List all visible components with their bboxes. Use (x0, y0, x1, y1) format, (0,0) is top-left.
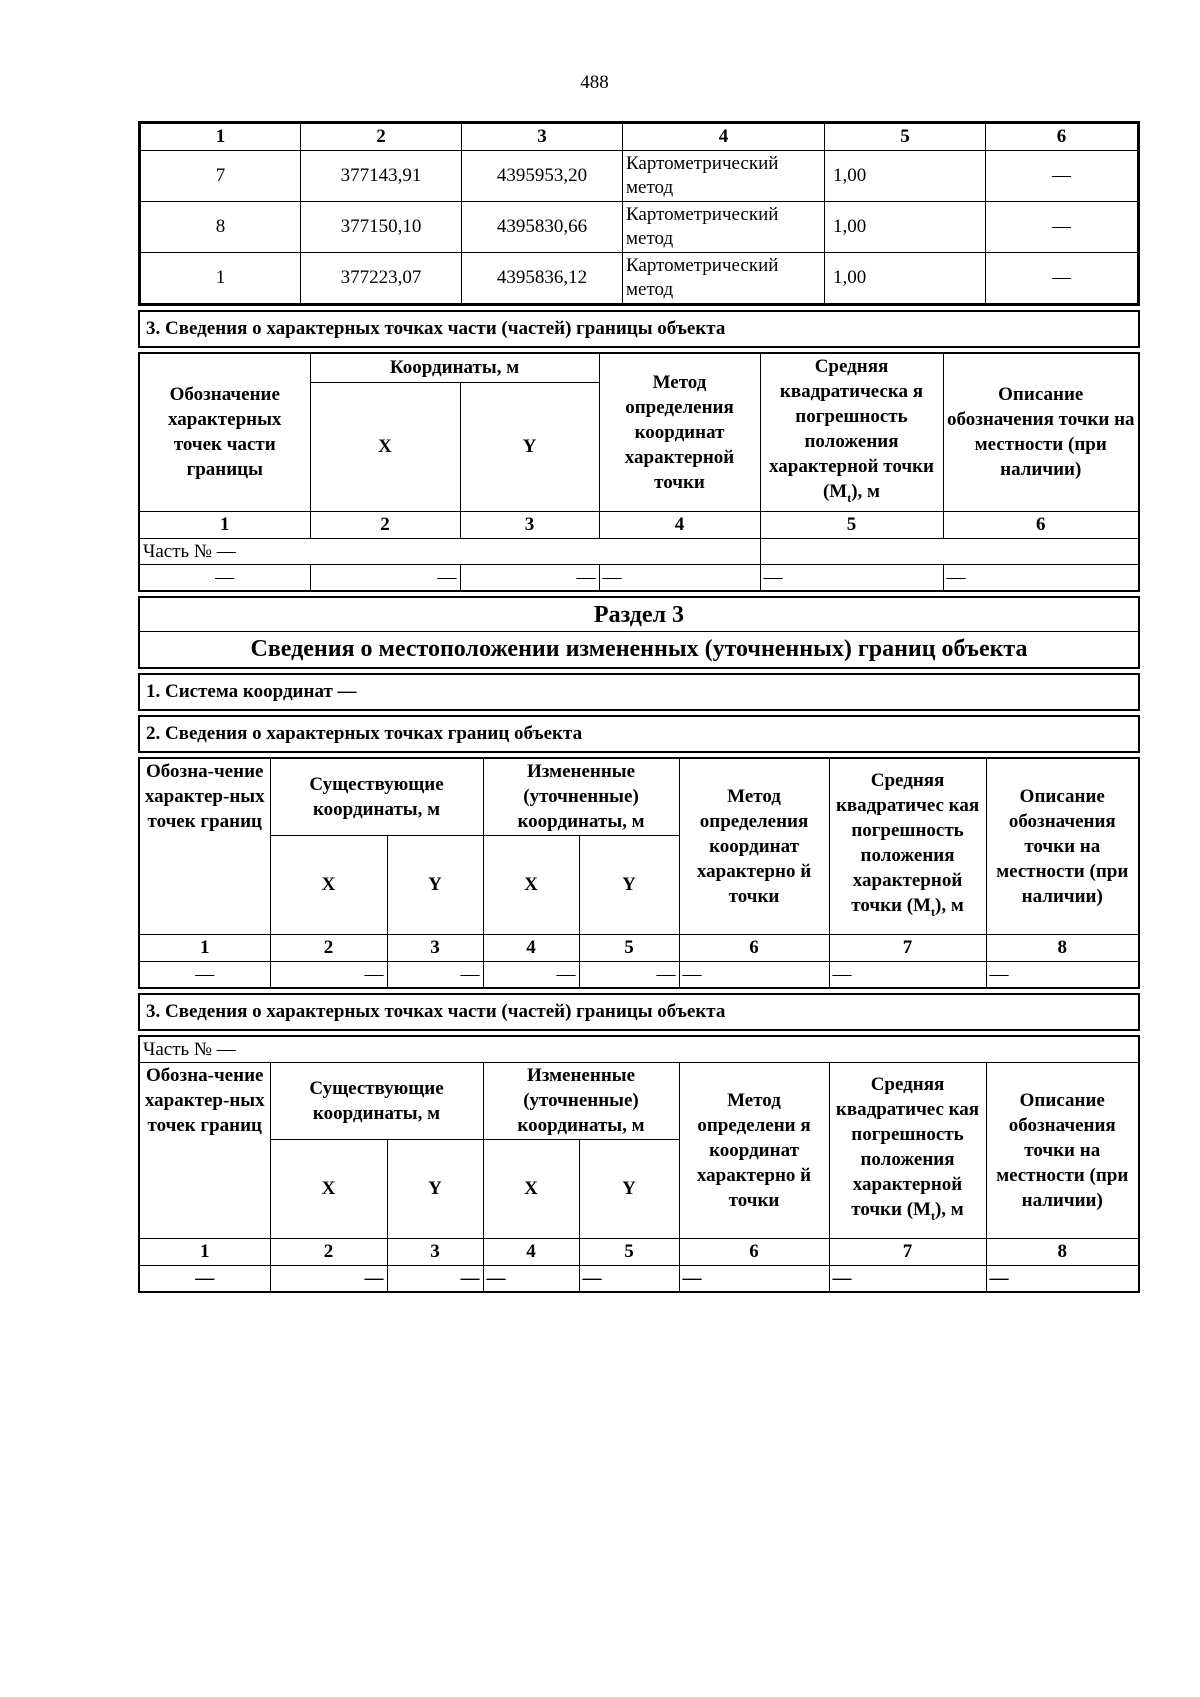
col-num: 4 (623, 124, 825, 151)
col-num: 4 (599, 511, 760, 538)
header-y: Y (579, 1139, 679, 1238)
col-num: 6 (679, 934, 829, 961)
header-accuracy-end: ), м (851, 481, 881, 502)
dash-cell: — (140, 564, 310, 590)
header-x: X (483, 1139, 579, 1238)
part-boundary-points-table (140, 1037, 1138, 1291)
header-existing: Существующие координаты, м (270, 1062, 483, 1139)
header-accuracy-end: ), м (934, 1198, 964, 1220)
header-accuracy (829, 1062, 986, 1238)
point-number: 7 (141, 151, 301, 202)
column-numbers-row (140, 511, 1138, 538)
dash-cell: — (270, 961, 387, 987)
col-num: 5 (579, 934, 679, 961)
header-y: Y (387, 1139, 483, 1238)
col-num: 4 (483, 934, 579, 961)
boundary-points-table (140, 759, 1138, 987)
header-accuracy-sub: t (931, 904, 935, 919)
header-method: Метод определени я координат характерно й точки (679, 1062, 829, 1238)
document-body (138, 121, 1140, 1293)
dash-cell: — (387, 961, 483, 987)
dash-cell: — (140, 961, 270, 987)
header-y: Y (579, 835, 679, 934)
col-num: 3 (387, 934, 483, 961)
razdel-subtitle: Сведения о местоположении измененных (уточненных) границ объекта (250, 635, 1028, 662)
header-accuracy-end: ), м (935, 894, 964, 916)
coord-y: 4395830,66 (462, 202, 623, 253)
header-description: Описание обозначения точки на местности (при наличии) (986, 1062, 1138, 1238)
boundary-points-table-frame (138, 757, 1140, 989)
description: — (986, 151, 1138, 202)
header-x: X (270, 835, 387, 934)
dash-cell: — (679, 1265, 829, 1291)
dash-cell: — (679, 961, 829, 987)
column-numbers-row (141, 124, 1138, 151)
razdel-title: Раздел 3 (140, 598, 1138, 632)
dash-cell: — (460, 564, 599, 590)
header-accuracy-text: Средняя квадратичес кая погрешность положения характерной точки (M (835, 769, 980, 916)
col-num: 5 (760, 511, 943, 538)
col-num: 2 (310, 511, 460, 538)
dash-cell: — (579, 961, 679, 987)
header-description: Описание обозначения точки на местности (при наличии) (986, 759, 1138, 935)
header-accuracy-sub: t (847, 490, 852, 505)
page-number: 488 (580, 72, 609, 93)
header-designation: Обозна-чение характер-ных точек границ (140, 1062, 270, 1238)
col-num: 1 (140, 1238, 270, 1265)
dash-cell: — (387, 1265, 483, 1291)
point-number: 1 (141, 253, 301, 304)
dash-cell: — (310, 564, 460, 590)
part-boundary-points-table-frame (138, 1035, 1140, 1293)
header-x: X (310, 382, 460, 511)
col-num: 5 (579, 1238, 679, 1265)
col-num: 7 (829, 934, 986, 961)
dash-cell: — (140, 1265, 270, 1291)
top-points-table (140, 123, 1138, 304)
part-label-empty (760, 538, 1138, 564)
header-accuracy-text: Средняя квадратическа я погрешность положения характерной точки (M (769, 356, 934, 502)
header-accuracy (760, 354, 943, 511)
header-description: Описание обозначения точки на местности (при наличии) (943, 354, 1138, 511)
col-num: 2 (270, 1238, 387, 1265)
col-num: 1 (140, 934, 270, 961)
accuracy: 1,00 (825, 253, 986, 304)
method: Картометрический метод (623, 202, 825, 253)
header-accuracy-text: Средняя квадратичес кая погрешность положения характерной точки (M (835, 1073, 980, 1220)
dash-cell: — (829, 961, 986, 987)
section-title: 3. Сведения о характерных точках части (частей) границы объекта (138, 993, 1140, 1031)
part-label: Часть № — (140, 538, 760, 564)
col-num: 6 (943, 511, 1138, 538)
dash-cell: — (579, 1265, 679, 1291)
coord-x: 377143,91 (301, 151, 462, 202)
header-method: Метод определения координат характерной точки (599, 354, 760, 511)
header-accuracy-sub: t (930, 1208, 935, 1223)
table-row (141, 151, 1138, 202)
col-num: 2 (301, 124, 462, 151)
col-num: 5 (825, 124, 986, 151)
coord-system: 1. Система координат — (138, 673, 1140, 711)
col-num: 6 (986, 124, 1138, 151)
header-existing: Существующие координаты, м (270, 759, 483, 836)
col-num: 6 (679, 1238, 829, 1265)
section-title: 3. Сведения о характерных точках части (частей) границы объекта (138, 310, 1140, 348)
table-row (141, 253, 1138, 304)
dash-cell: — (943, 564, 1138, 590)
table-row (141, 202, 1138, 253)
coord-y: 4395953,20 (462, 151, 623, 202)
dash-cell: — (986, 1265, 1138, 1291)
header-changed: Измененные (уточненные) координаты, м (483, 759, 679, 836)
dash-cell: — (270, 1265, 387, 1291)
coord-y: 4395836,12 (462, 253, 623, 304)
section-title: 2. Сведения о характерных точках границ объекта (138, 715, 1140, 753)
header-changed: Измененные (уточненные) координаты, м (483, 1062, 679, 1139)
col-num: 1 (140, 511, 310, 538)
header-coords: Координаты, м (310, 354, 599, 382)
col-num: 4 (483, 1238, 579, 1265)
header-designation: Обозна-чение характер-ных точек границ (140, 759, 270, 935)
header-accuracy (829, 759, 986, 935)
col-num: 8 (986, 934, 1138, 961)
dash-cell: — (986, 961, 1138, 987)
description: — (986, 253, 1138, 304)
column-numbers-row (140, 934, 1138, 961)
coord-x: 377150,10 (301, 202, 462, 253)
dash-cell: — (829, 1265, 986, 1291)
accuracy: 1,00 (825, 151, 986, 202)
header-x: X (483, 835, 579, 934)
col-num: 3 (387, 1238, 483, 1265)
col-num: 3 (460, 511, 599, 538)
accuracy: 1,00 (825, 202, 986, 253)
header-y: Y (387, 835, 483, 934)
method: Картометрический метод (623, 253, 825, 304)
top-table-frame (138, 121, 1140, 306)
header-method: Метод определения координат характерно й точки (679, 759, 829, 935)
col-num: 7 (829, 1238, 986, 1265)
column-numbers-row (140, 1238, 1138, 1265)
dash-cell: — (483, 1265, 579, 1291)
col-num: 3 (462, 124, 623, 151)
header-designation: Обозначение характерных точек части границы (140, 354, 310, 511)
description: — (986, 202, 1138, 253)
col-num: 8 (986, 1238, 1138, 1265)
razdel-header (138, 596, 1140, 669)
col-num: 1 (141, 124, 301, 151)
col-num: 2 (270, 934, 387, 961)
dash-cell: — (760, 564, 943, 590)
dash-cell: — (599, 564, 760, 590)
dash-cell: — (483, 961, 579, 987)
method: Картометрический метод (623, 151, 825, 202)
part-points-table (140, 354, 1138, 590)
part-label: Часть № — (140, 1037, 1138, 1063)
point-number: 8 (141, 202, 301, 253)
header-y: Y (460, 382, 599, 511)
part-points-table-frame (138, 352, 1140, 592)
header-x: X (270, 1139, 387, 1238)
coord-x: 377223,07 (301, 253, 462, 304)
